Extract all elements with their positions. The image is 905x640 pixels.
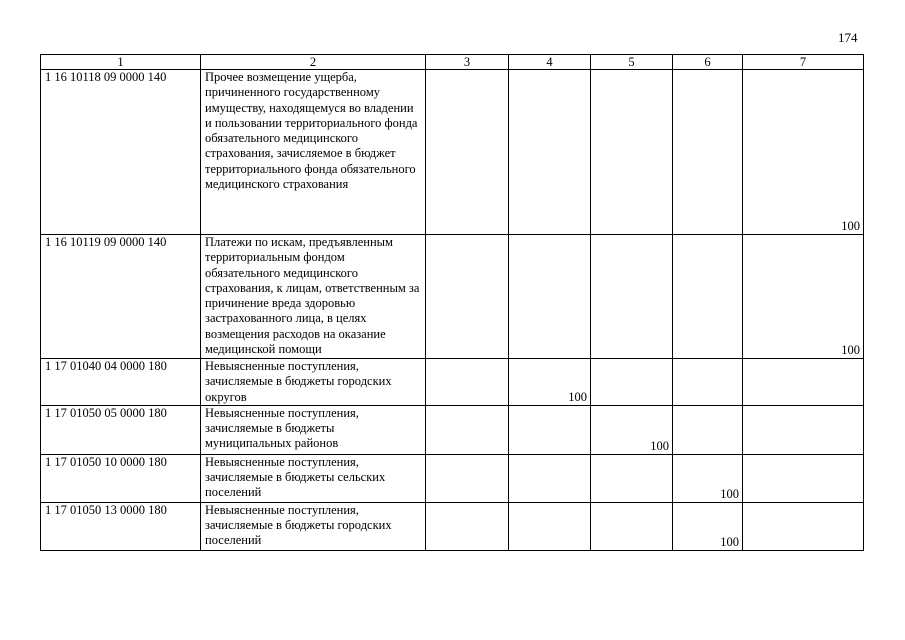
description-cell: Невыясненные поступления, зачисляемые в бюджеты городских поселений [201,502,426,550]
revenue-table [40,54,864,551]
value-cell-col6 [673,359,743,406]
value-cell-col4 [509,405,591,454]
value-cell-col6 [673,405,743,454]
value-cell-col4 [509,454,591,502]
revenue-code-cell: 1 16 10119 09 0000 140 [41,235,201,359]
value-cell-col5 [591,235,673,359]
column-header-2: 2 [201,55,426,70]
value-cell-col3 [426,235,509,359]
table-row [41,235,864,359]
value-cell-col7: 100 [743,235,864,359]
value-cell-col3 [426,502,509,550]
value-cell-col7 [743,359,864,406]
revenue-code-cell: 1 17 01040 04 0000 180 [41,359,201,406]
value-cell-col7 [743,405,864,454]
value-cell-col5 [591,454,673,502]
table-row [41,502,864,550]
description-cell: Прочее возмещение ущерба, причиненного государственному имуществу, находящемуся во владении и пользовании территориального фонда обязательного медицинского страхования, зачисляемое в бюджет территориального фонда обязательного медицинского страхования [201,70,426,235]
value-cell-col4 [509,502,591,550]
description-cell: Невыясненные поступления, зачисляемые в бюджеты сельских поселений [201,454,426,502]
table-header-row [41,55,864,70]
value-cell-col3 [426,405,509,454]
column-header-6: 6 [673,55,743,70]
column-header-4: 4 [509,55,591,70]
value-cell-col7 [743,454,864,502]
revenue-code-cell: 1 17 01050 05 0000 180 [41,405,201,454]
value-cell-col4 [509,70,591,235]
value-cell-col6: 100 [673,502,743,550]
value-cell-col6 [673,235,743,359]
value-cell-col7 [743,502,864,550]
revenue-code-cell: 1 16 10118 09 0000 140 [41,70,201,235]
page-number: 174 [838,30,858,45]
column-header-1: 1 [41,55,201,70]
value-cell-col5: 100 [591,405,673,454]
value-cell-col6 [673,70,743,235]
value-cell-col3 [426,70,509,235]
table-row [41,70,864,235]
description-cell: Невыясненные поступления, зачисляемые в бюджеты городских округов [201,359,426,406]
column-header-7: 7 [743,55,864,70]
value-cell-col5 [591,502,673,550]
value-cell-col3 [426,359,509,406]
value-cell-col5 [591,70,673,235]
value-cell-col4 [509,235,591,359]
value-cell-col7: 100 [743,70,864,235]
value-cell-col3 [426,454,509,502]
description-cell: Невыясненные поступления, зачисляемые в бюджеты муниципальных районов [201,405,426,454]
value-cell-col6: 100 [673,454,743,502]
revenue-code-cell: 1 17 01050 10 0000 180 [41,454,201,502]
table-row [41,359,864,406]
table-row [41,405,864,454]
description-cell: Платежи по искам, предъявленным территориальным фондом обязательного медицинского страхования, к лицам, ответственным за причинение вреда здоровью застрахованного лица, в целях возмещения расходов на оказание медицинской помощи [201,235,426,359]
value-cell-col4: 100 [509,359,591,406]
table-row [41,454,864,502]
revenue-code-cell: 1 17 01050 13 0000 180 [41,502,201,550]
column-header-5: 5 [591,55,673,70]
column-header-3: 3 [426,55,509,70]
value-cell-col5 [591,359,673,406]
